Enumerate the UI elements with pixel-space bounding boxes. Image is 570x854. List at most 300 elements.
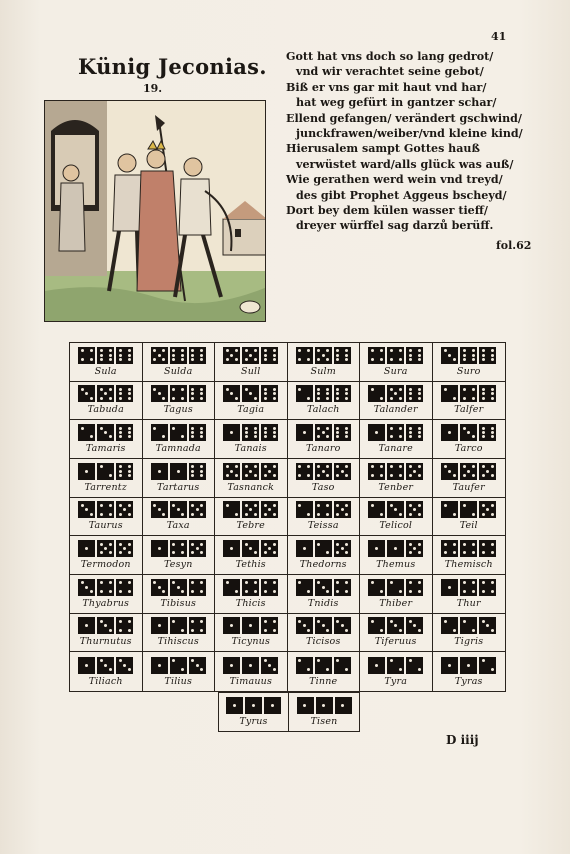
die-icon: [334, 617, 351, 634]
dice-cell: [70, 459, 143, 498]
oracle-word: Sula: [94, 365, 117, 377]
oracle-word: Tarrentz: [84, 481, 127, 493]
dice-cell: [360, 420, 433, 459]
dice-group: [151, 617, 206, 634]
oracle-word: Tamaris: [85, 443, 126, 455]
dice-group: [78, 424, 133, 441]
dice-group: [368, 501, 423, 518]
oracle-word: Timauus: [229, 675, 273, 687]
die-icon: [441, 385, 458, 402]
verse-block: [286, 49, 536, 234]
die-icon: [116, 385, 133, 402]
die-icon: [242, 579, 259, 596]
die-icon: [368, 385, 385, 402]
oracle-word: Themisch: [444, 559, 493, 571]
die-icon: [78, 463, 95, 480]
page-title: Künig Jeconias.: [78, 54, 267, 79]
die-icon: [368, 617, 385, 634]
die-icon: [334, 463, 351, 480]
dice-group: [78, 617, 133, 634]
oracle-word: Ticynus: [231, 636, 271, 648]
oracle-word: Taxa: [166, 520, 190, 532]
oracle-word: Tanais: [234, 443, 267, 455]
dice-group: [151, 501, 206, 518]
dice-cell: [70, 614, 143, 653]
die-icon: [406, 657, 423, 674]
die-icon: [189, 579, 206, 596]
dice-cell: [215, 614, 288, 653]
die-icon: [223, 657, 240, 674]
dice-cell: [433, 382, 506, 421]
die-icon: [242, 347, 259, 364]
dice-group: [296, 540, 351, 557]
dice-cell: [288, 459, 361, 498]
die-icon: [406, 463, 423, 480]
oracle-word: Talfer: [454, 404, 484, 416]
die-icon: [368, 540, 385, 557]
oracle-word: Tigris: [454, 636, 484, 648]
die-icon: [387, 579, 404, 596]
die-icon: [116, 347, 133, 364]
dice-cell: [215, 498, 288, 537]
oracle-word: Tasnanck: [227, 481, 275, 493]
verse-line: Ellend gefangen/ verändert gschwind/: [286, 111, 522, 125]
die-icon: [296, 501, 313, 518]
die-icon: [335, 697, 352, 714]
dice-group: [296, 347, 351, 364]
die-icon: [189, 617, 206, 634]
dice-cell: [143, 652, 216, 691]
die-icon: [78, 424, 95, 441]
dice-group: [296, 385, 351, 402]
die-icon: [387, 385, 404, 402]
die-icon: [78, 617, 95, 634]
die-icon: [151, 617, 168, 634]
dice-group: [223, 501, 278, 518]
dice-group: [368, 579, 423, 596]
die-icon: [460, 501, 477, 518]
dice-group: [223, 385, 278, 402]
die-icon: [97, 424, 114, 441]
dice-cell: [70, 498, 143, 537]
die-icon: [170, 657, 187, 674]
die-icon: [189, 424, 206, 441]
dice-cell: [288, 614, 361, 653]
dice-group: [296, 424, 351, 441]
oracle-word: Tagus: [163, 404, 193, 416]
oracle-word: Tamnada: [155, 443, 201, 455]
verse-line: des gibt Prophet Aggeus bscheyd/: [296, 188, 507, 202]
oracle-word: Thur: [456, 597, 481, 609]
oracle-word: Taso: [311, 481, 335, 493]
die-icon: [170, 385, 187, 402]
dice-group: [151, 657, 206, 674]
oracle-word: Suro: [456, 365, 481, 377]
dice-table: [69, 342, 506, 692]
dice-cell: [433, 459, 506, 498]
dice-cell: [215, 459, 288, 498]
oracle-word: Thyabrus: [82, 597, 130, 609]
oracle-word: Tanaro: [305, 443, 341, 455]
dice-group: [78, 463, 133, 480]
die-icon: [297, 697, 314, 714]
die-icon: [97, 347, 114, 364]
dice-cell: [288, 498, 361, 537]
die-icon: [296, 463, 313, 480]
dice-group: [296, 501, 351, 518]
die-icon: [170, 501, 187, 518]
verse-line: Hierusalem sampt Gottes hauß: [286, 142, 480, 156]
die-icon: [223, 617, 240, 634]
dice-group: [441, 424, 496, 441]
die-icon: [78, 385, 95, 402]
oracle-word: Tartarus: [157, 481, 200, 493]
die-icon: [78, 501, 95, 518]
die-icon: [479, 424, 496, 441]
die-icon: [460, 617, 477, 634]
die-icon: [170, 540, 187, 557]
die-icon: [460, 540, 477, 557]
dice-cell: [360, 652, 433, 691]
die-icon: [97, 501, 114, 518]
die-icon: [97, 617, 114, 634]
dice-cell: [215, 652, 288, 691]
die-icon: [261, 579, 278, 596]
dice-group: [296, 617, 351, 634]
die-icon: [151, 463, 168, 480]
verse-line: dreyer würffel sag darzů berüff.: [296, 219, 494, 233]
die-icon: [151, 657, 168, 674]
dice-cell: [360, 343, 433, 382]
verse-line: hat weg gefürt in gantzer schar/: [296, 96, 497, 110]
oracle-word: Talander: [373, 404, 418, 416]
oracle-word: Thedorns: [299, 559, 347, 571]
die-icon: [261, 501, 278, 518]
die-icon: [97, 540, 114, 557]
dice-cell: [143, 343, 216, 382]
section-number: 19.: [143, 82, 163, 95]
dice-group: [441, 501, 496, 518]
verse-line: junckfrawen/weiber/vnd kleine kind/: [296, 127, 523, 141]
die-icon: [151, 501, 168, 518]
dice-group: [78, 579, 133, 596]
oracle-word: Tiliach: [88, 675, 123, 687]
oracle-word: Tinne: [309, 675, 338, 687]
dice-group: [368, 463, 423, 480]
die-icon: [334, 540, 351, 557]
die-icon: [387, 463, 404, 480]
dice-group: [441, 385, 496, 402]
dice-group: [78, 657, 133, 674]
die-icon: [170, 347, 187, 364]
die-icon: [315, 501, 332, 518]
die-icon: [406, 424, 423, 441]
die-icon: [116, 424, 133, 441]
die-icon: [479, 385, 496, 402]
dice-cell: [219, 693, 289, 731]
dice-group: [296, 579, 351, 596]
die-icon: [368, 657, 385, 674]
oracle-word: Taurus: [88, 520, 123, 532]
die-icon: [334, 501, 351, 518]
verse-line: vnd wir verachtet seine gebot/: [296, 65, 484, 79]
die-icon: [334, 579, 351, 596]
dice-group: [368, 385, 423, 402]
oracle-word: Tagia: [237, 404, 265, 416]
oracle-word: Tarco: [454, 443, 483, 455]
dice-group: [223, 617, 278, 634]
dice-group: [296, 463, 351, 480]
die-icon: [460, 463, 477, 480]
dice-group: [151, 579, 206, 596]
die-icon: [406, 385, 423, 402]
dice-cell: [360, 498, 433, 537]
dice-cell: [143, 382, 216, 421]
oracle-word: Tenber: [378, 481, 414, 493]
dice-group: [78, 347, 133, 364]
dice-cell: [70, 343, 143, 382]
oracle-word: Themus: [376, 559, 416, 571]
die-icon: [242, 540, 259, 557]
die-icon: [315, 540, 332, 557]
die-icon: [368, 424, 385, 441]
dice-cell: [433, 536, 506, 575]
die-icon: [441, 617, 458, 634]
die-icon: [189, 463, 206, 480]
dice-cell: [143, 420, 216, 459]
die-icon: [245, 697, 262, 714]
die-icon: [78, 347, 95, 364]
dice-group: [441, 347, 496, 364]
die-icon: [189, 347, 206, 364]
die-icon: [479, 463, 496, 480]
dice-cell: [433, 575, 506, 614]
die-icon: [460, 347, 477, 364]
die-icon: [441, 540, 458, 557]
oracle-word: Tibisus: [160, 597, 197, 609]
dice-cell: [433, 420, 506, 459]
dice-group: [78, 540, 133, 557]
dice-group: [368, 657, 423, 674]
die-icon: [242, 463, 259, 480]
dice-cell: [360, 382, 433, 421]
die-icon: [242, 657, 259, 674]
die-icon: [223, 579, 240, 596]
oracle-word: Tyrus: [239, 716, 268, 727]
catchword: D iiij: [446, 733, 479, 747]
dice-group: [151, 540, 206, 557]
dice-group: [368, 617, 423, 634]
dice-cell: [288, 382, 361, 421]
dice-group: [223, 347, 278, 364]
die-icon: [97, 463, 114, 480]
die-icon: [334, 657, 351, 674]
dice-cell: [70, 382, 143, 421]
dice-cell: [433, 652, 506, 691]
oracle-word: Tethis: [235, 559, 266, 571]
dice-cell: [433, 343, 506, 382]
die-icon: [189, 657, 206, 674]
oracle-word: Tnidis: [307, 597, 339, 609]
dice-cell: [360, 536, 433, 575]
die-icon: [189, 385, 206, 402]
die-icon: [316, 697, 333, 714]
die-icon: [441, 579, 458, 596]
dice-group: [226, 697, 281, 714]
oracle-word: Tiferuus: [374, 636, 417, 648]
oracle-word: Taufer: [452, 481, 485, 493]
die-icon: [223, 347, 240, 364]
dice-cell: [215, 536, 288, 575]
dice-cell: [360, 575, 433, 614]
dice-group: [223, 463, 278, 480]
die-icon: [479, 501, 496, 518]
die-icon: [479, 617, 496, 634]
die-icon: [406, 501, 423, 518]
die-icon: [151, 579, 168, 596]
die-icon: [223, 424, 240, 441]
die-icon: [189, 540, 206, 557]
die-icon: [261, 385, 278, 402]
verse-line: Dort bey dem külen wasser tieff/: [286, 204, 488, 218]
die-icon: [460, 657, 477, 674]
dice-cell: [143, 498, 216, 537]
dice-cell: [288, 343, 361, 382]
oracle-word: Tihiscus: [157, 636, 199, 648]
woodcut-illustration: [44, 100, 266, 322]
die-icon: [406, 347, 423, 364]
dice-group: [151, 424, 206, 441]
die-icon: [368, 463, 385, 480]
dice-cell: [360, 459, 433, 498]
die-icon: [151, 540, 168, 557]
die-icon: [170, 617, 187, 634]
die-icon: [189, 501, 206, 518]
dice-cell: [143, 459, 216, 498]
die-icon: [261, 463, 278, 480]
oracle-word: Ticisos: [305, 636, 341, 648]
oracle-word: Sulda: [164, 365, 193, 377]
die-icon: [296, 617, 313, 634]
dice-group: [151, 385, 206, 402]
die-icon: [78, 657, 95, 674]
die-icon: [261, 347, 278, 364]
oracle-word: Tesyn: [163, 559, 193, 571]
die-icon: [460, 579, 477, 596]
dice-cell: [143, 614, 216, 653]
die-icon: [223, 540, 240, 557]
dice-cell: [288, 575, 361, 614]
oracle-word: Sulm: [310, 365, 336, 377]
dice-cell: [433, 614, 506, 653]
die-icon: [97, 579, 114, 596]
oracle-word: Tanare: [378, 443, 413, 455]
oracle-word: Termodon: [80, 559, 131, 571]
die-icon: [315, 463, 332, 480]
die-icon: [406, 617, 423, 634]
oracle-word: Tisen: [310, 716, 338, 727]
die-icon: [242, 424, 259, 441]
dice-cell: [215, 575, 288, 614]
dice-group: [441, 463, 496, 480]
dice-group: [441, 657, 496, 674]
die-icon: [334, 385, 351, 402]
oracle-word: Sura: [383, 365, 408, 377]
die-icon: [315, 617, 332, 634]
oracle-word: Thiber: [379, 597, 413, 609]
die-icon: [368, 501, 385, 518]
die-icon: [460, 385, 477, 402]
die-icon: [296, 579, 313, 596]
oracle-word: Tyras: [454, 675, 483, 687]
dice-group: [441, 540, 496, 557]
die-icon: [97, 385, 114, 402]
die-icon: [315, 385, 332, 402]
dice-group: [78, 501, 133, 518]
dice-group: [441, 617, 496, 634]
die-icon: [334, 424, 351, 441]
dice-cell: [70, 652, 143, 691]
oracle-word: Telicol: [379, 520, 413, 532]
oracle-word: Teissa: [307, 520, 339, 532]
die-icon: [406, 579, 423, 596]
verse-line: Biß er vns gar mit haut vnd har/: [286, 80, 487, 94]
die-icon: [387, 617, 404, 634]
die-icon: [151, 385, 168, 402]
dice-cell: [288, 536, 361, 575]
die-icon: [441, 657, 458, 674]
dice-cell: [143, 575, 216, 614]
die-icon: [315, 579, 332, 596]
dice-cell: [289, 693, 359, 731]
dice-cell: [433, 498, 506, 537]
die-icon: [441, 424, 458, 441]
die-icon: [223, 385, 240, 402]
die-icon: [334, 347, 351, 364]
dice-group: [296, 657, 351, 674]
die-icon: [441, 347, 458, 364]
dice-cell: [215, 343, 288, 382]
die-icon: [261, 540, 278, 557]
die-icon: [78, 579, 95, 596]
dice-cell: [288, 652, 361, 691]
die-icon: [223, 463, 240, 480]
die-icon: [315, 657, 332, 674]
oracle-word: Tyra: [384, 675, 408, 687]
die-icon: [479, 347, 496, 364]
die-icon: [170, 424, 187, 441]
dice-cell: [70, 575, 143, 614]
verse-line: Gott hat vns doch so lang gedrot/: [286, 50, 494, 63]
die-icon: [479, 657, 496, 674]
page-number: 41: [491, 30, 507, 43]
die-icon: [315, 424, 332, 441]
die-icon: [368, 579, 385, 596]
oracle-word: Teil: [459, 520, 478, 532]
dice-group: [368, 424, 423, 441]
die-icon: [116, 579, 133, 596]
dice-cell: [70, 420, 143, 459]
die-icon: [151, 424, 168, 441]
die-icon: [170, 463, 187, 480]
dice-group: [368, 347, 423, 364]
die-icon: [296, 424, 313, 441]
die-icon: [387, 424, 404, 441]
dice-cell: [215, 420, 288, 459]
die-icon: [242, 501, 259, 518]
die-icon: [296, 657, 313, 674]
die-icon: [264, 697, 281, 714]
